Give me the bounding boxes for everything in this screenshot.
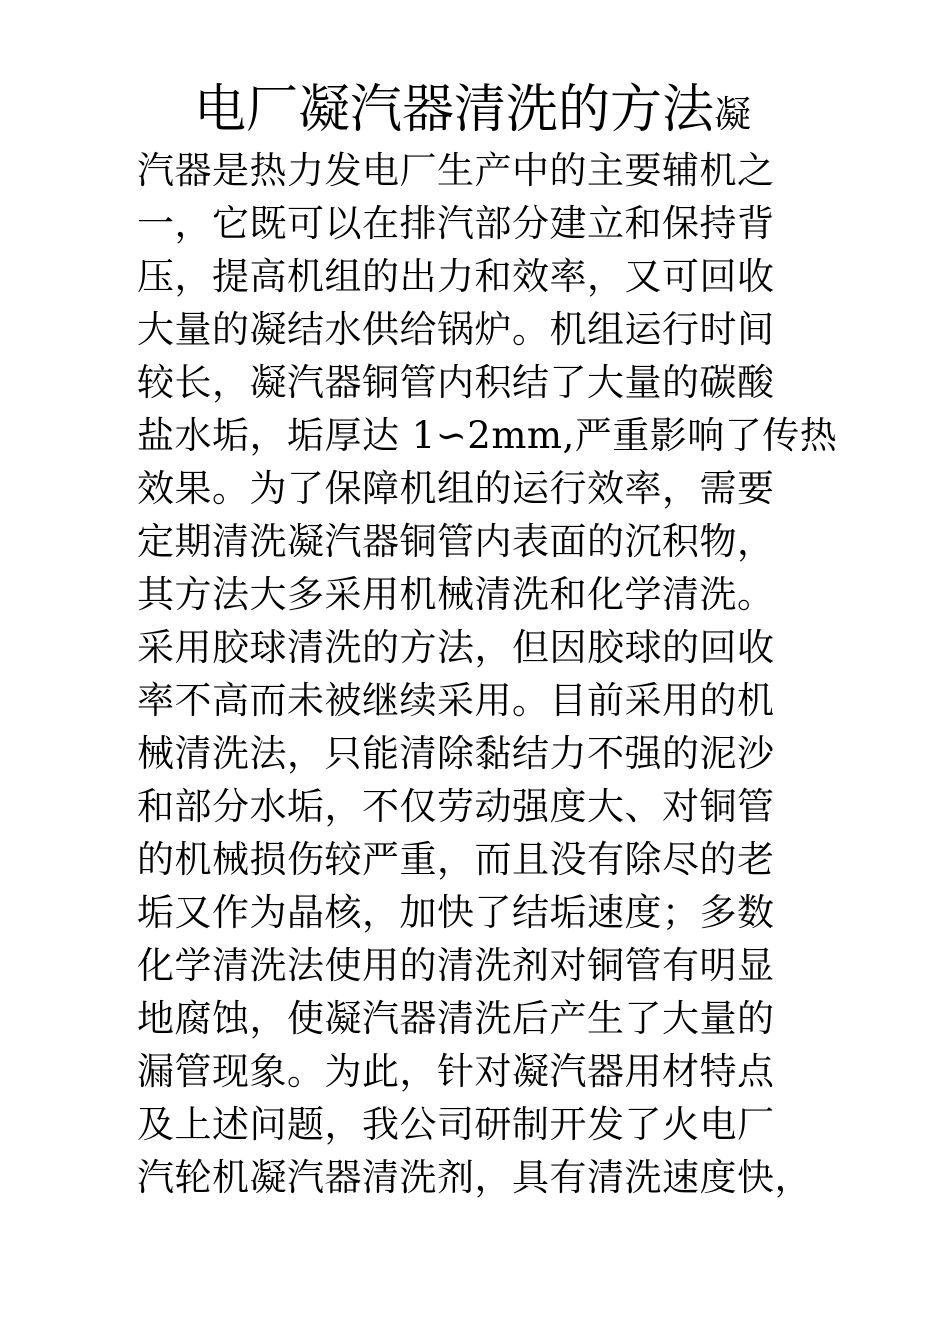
text-line: 的机械损伤较严重，而且没有除尽的老 [137, 838, 775, 881]
document-title: 电厂凝汽器清洗的方法 [194, 80, 715, 140]
text-line: 汽轮机凝汽器清洗剂，具有清洗速度快， [137, 1156, 812, 1199]
text-line: 漏管现象。为此，针对凝汽器用材特点 [137, 1050, 775, 1093]
text-line: 化学清洗法使用的清洗剂对铜管有明显 [137, 944, 775, 987]
text-line: 垢又作为晶核，加快了结垢速度；多数 [137, 891, 775, 934]
text-line: 压，提高机组的出力和效率，又可回收 [137, 255, 775, 298]
text-line: 大量的凝结水供给锅炉。机组运行时间 [137, 308, 775, 351]
title-line [137, 76, 827, 144]
text-line: 其方法大多采用机械清洗和化学清洗。 [137, 573, 775, 616]
text-line: 汽器是热力发电厂生产中的主要辅机之 [137, 149, 775, 192]
text-line: 较长，凝汽器铜管内积结了大量的碳酸 [137, 361, 775, 404]
text-line: 采用胶球清洗的方法，但因胶球的回收 [137, 626, 775, 669]
text-line: 地腐蚀，使凝汽器清洗后产生了大量的 [137, 997, 775, 1040]
text-line: 率不高而未被继续采用。目前采用的机 [137, 679, 775, 722]
paragraph-start: 凝 [714, 93, 752, 136]
text-line: 盐水垢，垢厚达 1∽2mm,严重影响了传热 [137, 414, 838, 457]
document-body [137, 76, 838, 1204]
text-line: 械清洗法，只能清除黏结力不强的泥沙 [137, 732, 775, 775]
text-line: 定期清洗凝汽器铜管内表面的沉积物， [137, 520, 775, 563]
text-line: 效果。为了保障机组的运行效率，需要 [137, 467, 775, 510]
text-line: 一，它既可以在排汽部分建立和保持背 [137, 202, 775, 245]
text-line: 及上述问题，我公司研制开发了火电厂 [137, 1103, 775, 1146]
text-line: 和部分水垢，不仅劳动强度大、对铜管 [137, 785, 775, 828]
